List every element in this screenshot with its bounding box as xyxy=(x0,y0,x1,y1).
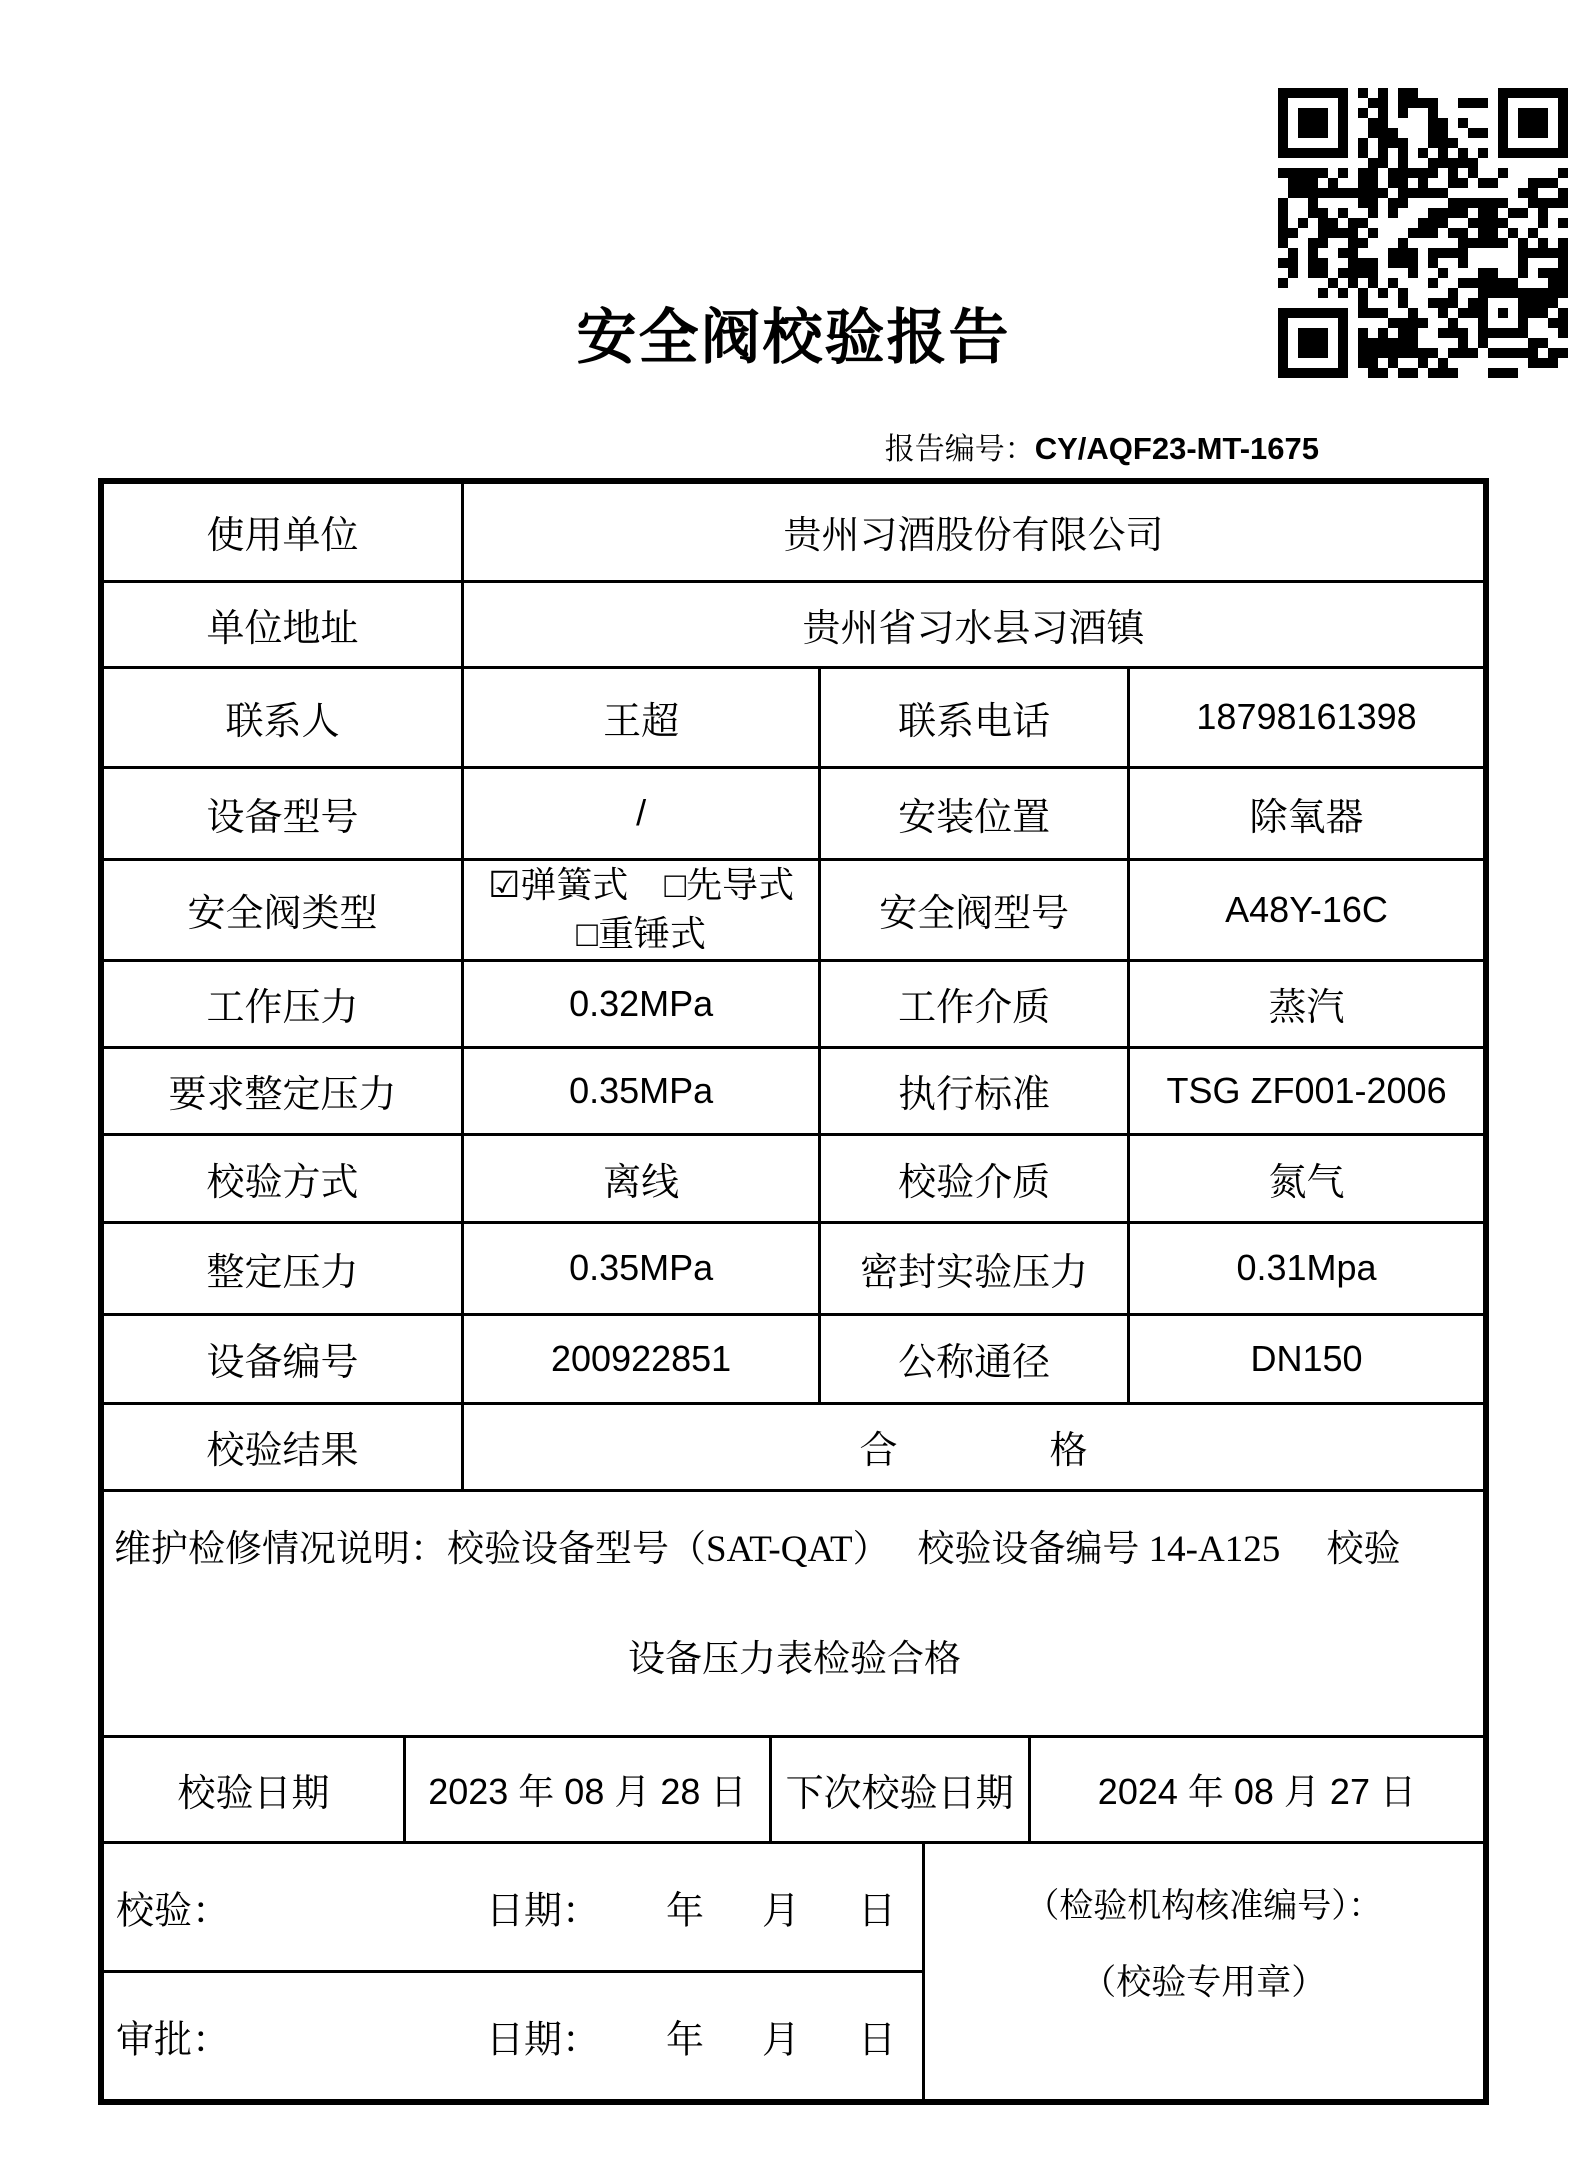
unit-addr-value: 贵州省习水县习酒镇 xyxy=(463,581,1483,667)
phone-value: 18798161398 xyxy=(1129,667,1483,767)
dates-table xyxy=(104,1738,1483,1844)
device-no-label: 设备编号 xyxy=(104,1314,463,1403)
seal-test-pressure-label: 密封实验压力 xyxy=(820,1222,1129,1314)
verify-medium-value: 氮气 xyxy=(1129,1134,1483,1222)
info-table xyxy=(104,484,1483,1492)
maintenance-note xyxy=(104,1492,1483,1737)
report-number-label: 报告编号： xyxy=(884,433,1035,466)
table-row xyxy=(104,1492,1483,1737)
table-row xyxy=(104,1844,1483,1972)
verify-medium-label: 校验介质 xyxy=(820,1134,1129,1222)
next-date-value: 2024 年 08 月 27 日 xyxy=(1029,1738,1483,1842)
valve-model-label: 安全阀型号 xyxy=(820,859,1129,960)
verifier-ymd-label: 年 月 日 xyxy=(666,1890,907,1933)
nominal-diameter-label: 公称通径 xyxy=(820,1314,1129,1403)
table-row xyxy=(104,484,1483,581)
work-pressure-label: 工作压力 xyxy=(104,960,463,1047)
verifier-sign-row xyxy=(104,1844,923,1972)
table-row xyxy=(104,1047,1483,1134)
valve-type-line2: □重锤式 xyxy=(576,913,706,954)
report-table xyxy=(98,478,1489,2105)
valve-type-line1: ☑弹簧式 □先导式 xyxy=(488,864,795,905)
table-row xyxy=(104,667,1483,767)
standard-label: 执行标准 xyxy=(820,1047,1129,1134)
approver-ymd-label: 年 月 日 xyxy=(666,2019,907,2062)
signoff-table xyxy=(104,1844,1483,2099)
verify-result-value: 合 格 xyxy=(463,1403,1483,1490)
work-medium-value: 蒸汽 xyxy=(1129,960,1483,1047)
next-date-label: 下次校验日期 xyxy=(770,1738,1029,1842)
maintenance-line1: 维护检修情况说明：校验设备型号（SAT-QAT） 校验设备编号 14-A125 校验 xyxy=(114,1528,1401,1570)
install-pos-label: 安装位置 xyxy=(820,767,1129,859)
valve-type-label: 安全阀类型 xyxy=(104,859,463,960)
device-model-label: 设备型号 xyxy=(104,767,463,859)
maintenance-table xyxy=(104,1492,1483,1739)
table-row xyxy=(104,1222,1483,1314)
device-no-value: 200922851 xyxy=(463,1314,820,1403)
set-pressure-label: 整定压力 xyxy=(104,1222,463,1314)
approver-sign-label: 审批： xyxy=(116,2019,231,2062)
valve-type-options xyxy=(463,859,820,960)
approver-sign-row xyxy=(104,1972,923,2099)
verify-method-value: 离线 xyxy=(463,1134,820,1222)
req-set-pressure-value: 0.35MPa xyxy=(463,1047,820,1134)
table-row xyxy=(104,1738,1483,1842)
unit-addr-label: 单位地址 xyxy=(104,581,463,667)
table-row xyxy=(104,1314,1483,1403)
contact-label: 联系人 xyxy=(104,667,463,767)
use-unit-label: 使用单位 xyxy=(104,484,463,581)
req-set-pressure-label: 要求整定压力 xyxy=(104,1047,463,1134)
contact-value: 王超 xyxy=(463,667,820,767)
table-row xyxy=(104,581,1483,667)
table-row xyxy=(104,1134,1483,1222)
device-model-value: / xyxy=(463,767,820,859)
approver-date-label: 日期： xyxy=(486,2019,601,2062)
seal-test-pressure-value: 0.31Mpa xyxy=(1129,1222,1483,1314)
use-unit-value: 贵州习酒股份有限公司 xyxy=(463,484,1483,581)
maintenance-line2: 设备压力表检验合格 xyxy=(628,1638,961,1680)
verify-method-label: 校验方式 xyxy=(104,1134,463,1222)
nominal-diameter-value: DN150 xyxy=(1129,1314,1483,1403)
set-pressure-value: 0.35MPa xyxy=(463,1222,820,1314)
verifier-sign-label: 校验： xyxy=(116,1890,231,1933)
page-title: 安全阀校验报告 xyxy=(576,305,1011,371)
verify-date-label: 校验日期 xyxy=(104,1738,405,1842)
verifier-date-label: 日期： xyxy=(486,1890,601,1933)
report-number-value: CY/AQF23-MT-1675 xyxy=(1034,431,1319,466)
valve-model-value: A48Y-16C xyxy=(1129,859,1483,960)
verify-result-label: 校验结果 xyxy=(104,1403,463,1490)
org-seal-label: （校验专用章） xyxy=(1081,1962,1327,2002)
org-approval-number-label: （检验机构核准编号）： xyxy=(1025,1887,1383,1925)
standard-value: TSG ZF001-2006 xyxy=(1129,1047,1483,1134)
org-seal-cell xyxy=(923,1844,1483,2099)
verify-date-value: 2023 年 08 月 28 日 xyxy=(405,1738,770,1842)
table-row xyxy=(104,859,1483,960)
work-pressure-value: 0.32MPa xyxy=(463,960,820,1047)
table-row xyxy=(104,1403,1483,1490)
report-number xyxy=(98,424,1489,468)
install-pos-value: 除氧器 xyxy=(1129,767,1483,859)
table-row xyxy=(104,960,1483,1047)
phone-label: 联系电话 xyxy=(820,667,1129,767)
table-row xyxy=(104,767,1483,859)
work-medium-label: 工作介质 xyxy=(820,960,1129,1047)
